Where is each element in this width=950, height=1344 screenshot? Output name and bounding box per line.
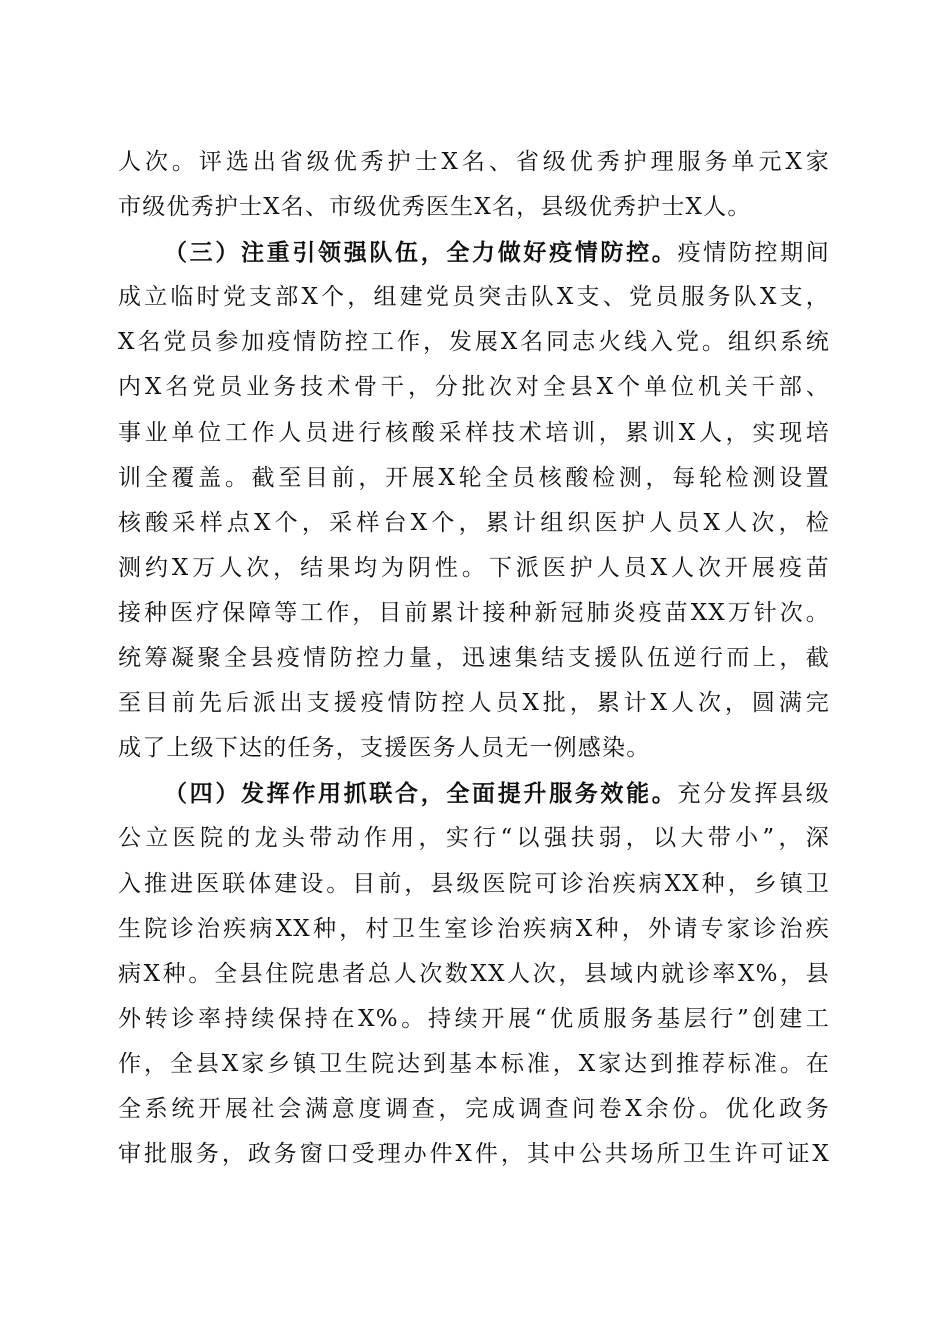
text-line: 外转诊率持续保持在X%。持续开展“优质服务基层行”创建工	[118, 1005, 830, 1032]
section-3-first-line	[118, 230, 830, 275]
text-line: 接种医疗保障等工作，目前累计接种新冠肺炎疫苗XX万针次。	[118, 599, 830, 626]
section-4-heading: （四）发挥作用抓联合，全面提升服务效能。	[164, 780, 678, 808]
text-line: 内X名党员业务技术骨干，分批次对全县X个单位机关干部、	[118, 374, 830, 401]
document-body	[118, 140, 830, 1177]
section-4-first-line	[118, 771, 830, 816]
text-line: 测约X万人次，结果均为阴性。下派医护人员X人次开展疫苗	[118, 554, 830, 581]
text-line: 成立临时党支部X个，组建党员突击队X支、党员服务队X支，	[118, 284, 830, 311]
section-3-first-line-text: 疫情防控期间	[677, 240, 830, 267]
text-line: 病X种。全县住院患者总人次数XX人次，县域内就诊率X%，县	[118, 960, 830, 987]
text-line: 人次。评选出省级优秀护士X名、省级优秀护理服务单元X家	[118, 149, 830, 175]
text-line: 市级优秀护士X名、市级优秀医生X名，县级优秀护士X人。	[118, 194, 752, 221]
text-line: 核酸采样点X个，采样台X个，累计组织医护人员X人次，检	[118, 509, 830, 536]
text-line: 训全覆盖。截至目前，开展X轮全员核酸检测，每轮检测设置	[118, 464, 830, 491]
text-line: X名党员参加疫情防控工作，发展X名同志火线入党。组织系统	[118, 329, 830, 356]
section-4-first-line-text: 充分发挥县级	[677, 781, 830, 808]
text-line: 统筹凝聚全县疫情防控力量，迅速集结支援队伍逆行而上，截	[118, 645, 830, 672]
text-line: 审批服务，政务窗口受理办件X件，其中公共场所卫生许可证X	[118, 1141, 830, 1168]
text-line: 入推进医联体建设。目前，县级医院可诊治疾病XX种，乡镇卫	[118, 870, 830, 897]
text-line: 事业单位工作人员进行核酸采样技术培训，累训X人，实现培	[118, 419, 830, 446]
text-line: 成了上级下达的任务，支援医务人员无一例感染。	[118, 735, 651, 762]
text-line: 作，全县X家乡镇卫生院达到基本标准，X家达到推荐标准。在	[118, 1050, 830, 1077]
text-line: 至目前先后派出支援疫情防控人员X批，累计X人次，圆满完	[118, 690, 830, 717]
text-line: 公立医院的龙头带动作用，实行“以强扶弱，以大带小”，深	[118, 825, 830, 852]
text-line: 全系统开展社会满意度调查，完成调查问卷X余份。优化政务	[118, 1095, 830, 1122]
text-line: 生院诊治疾病XX种，村卫生室诊治疾病X种，外请专家诊治疾	[118, 915, 830, 942]
section-3-heading: （三）注重引领强队伍，全力做好疫情防控。	[164, 239, 678, 267]
